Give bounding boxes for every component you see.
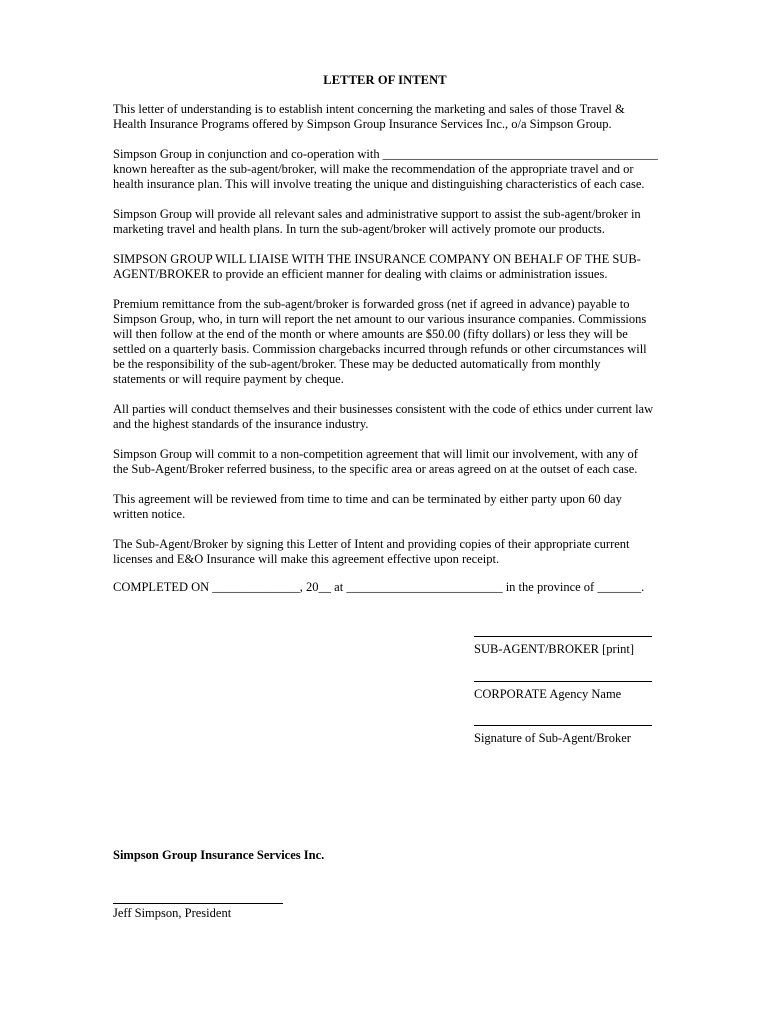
- sub-agent-signature-block: [474, 636, 654, 657]
- completed-on-line: COMPLETED ON ______________, 20__ at _________________________ in the province of _______.: [113, 580, 645, 594]
- agency-name-label: CORPORATE Agency Name: [474, 687, 622, 701]
- company-name: Simpson Group Insurance Services Inc.: [113, 848, 325, 862]
- paragraph-intro: This letter of understanding is to establish intent concerning the marketing and sales of those Travel & Health Insurance Programs offered by Simpson Group Insurance Services Inc., o/a Simpson Group.: [113, 102, 625, 131]
- president-label: Jeff Simpson, President: [113, 906, 232, 920]
- sub-agent-print-line[interactable]: [474, 636, 652, 637]
- paragraph-termination: This agreement will be reviewed from time to time and can be terminated by either party upon 60 day written notice.: [113, 492, 622, 521]
- paragraph-support: Simpson Group will provide all relevant sales and administrative support to assist the sub-agent/broker in marketing travel and health plans. In turn the sub-agent/broker will actively promote our products.: [113, 207, 641, 236]
- sub-agent-signature-line-block: [474, 725, 654, 746]
- sub-agent-signature-label: Signature of Sub-Agent/Broker: [474, 731, 631, 745]
- paragraph-non-competition: Simpson Group will commit to a non-competition agreement that will limit our involvement, with any of the Sub-Agent/Broker referred business, to the specific area or areas agreed on at the outset of each case.: [113, 447, 638, 476]
- paragraph-cooperation: Simpson Group in conjunction and co-operation with ____________________________________________ known hereafter as the sub-agent/broker, will make the recommendation of the appropriate travel and or health insurance plan. This will involve treating the unique and distinguishing characteristics of each case.: [113, 147, 658, 191]
- agency-name-block: [474, 681, 654, 702]
- agency-name-line[interactable]: [474, 681, 652, 682]
- sub-agent-signature-line[interactable]: [474, 725, 652, 726]
- document-body: [113, 102, 673, 582]
- paragraph-premium: Premium remittance from the sub-agent/broker is forwarded gross (net if agreed in advance) payable to Simpson Group, who, in turn will report the net amount to our various insurance companies. Commissions will then follow at the end of the month or where amounts are $50.00 (fifty dollars) or less they will be settled on a quarterly basis. Commission chargebacks incurred through refunds or other circumstances will be the responsibility of the sub-agent/broker. These may be deducted automatically from monthly statements or will require payment by cheque.: [113, 297, 647, 386]
- document-title: LETTER OF INTENT: [323, 73, 447, 87]
- paragraph-effective: The Sub-Agent/Broker by signing this Letter of Intent and providing copies of their appropriate current licenses and E&O Insurance will make this agreement effective upon receipt.: [113, 537, 630, 566]
- sub-agent-print-label: SUB-AGENT/BROKER [print]: [474, 642, 635, 656]
- paragraph-liaise: SIMPSON GROUP WILL LIAISE WITH THE INSURANCE COMPANY ON BEHALF OF THE SUB- AGENT/BROKER to provide an efficient manner for dealing with claims or administration issues.: [113, 252, 641, 281]
- paragraph-ethics: All parties will conduct themselves and their businesses consistent with the code of ethics under current law and the highest standards of the insurance industry.: [113, 402, 654, 431]
- president-signature-line[interactable]: [113, 903, 283, 904]
